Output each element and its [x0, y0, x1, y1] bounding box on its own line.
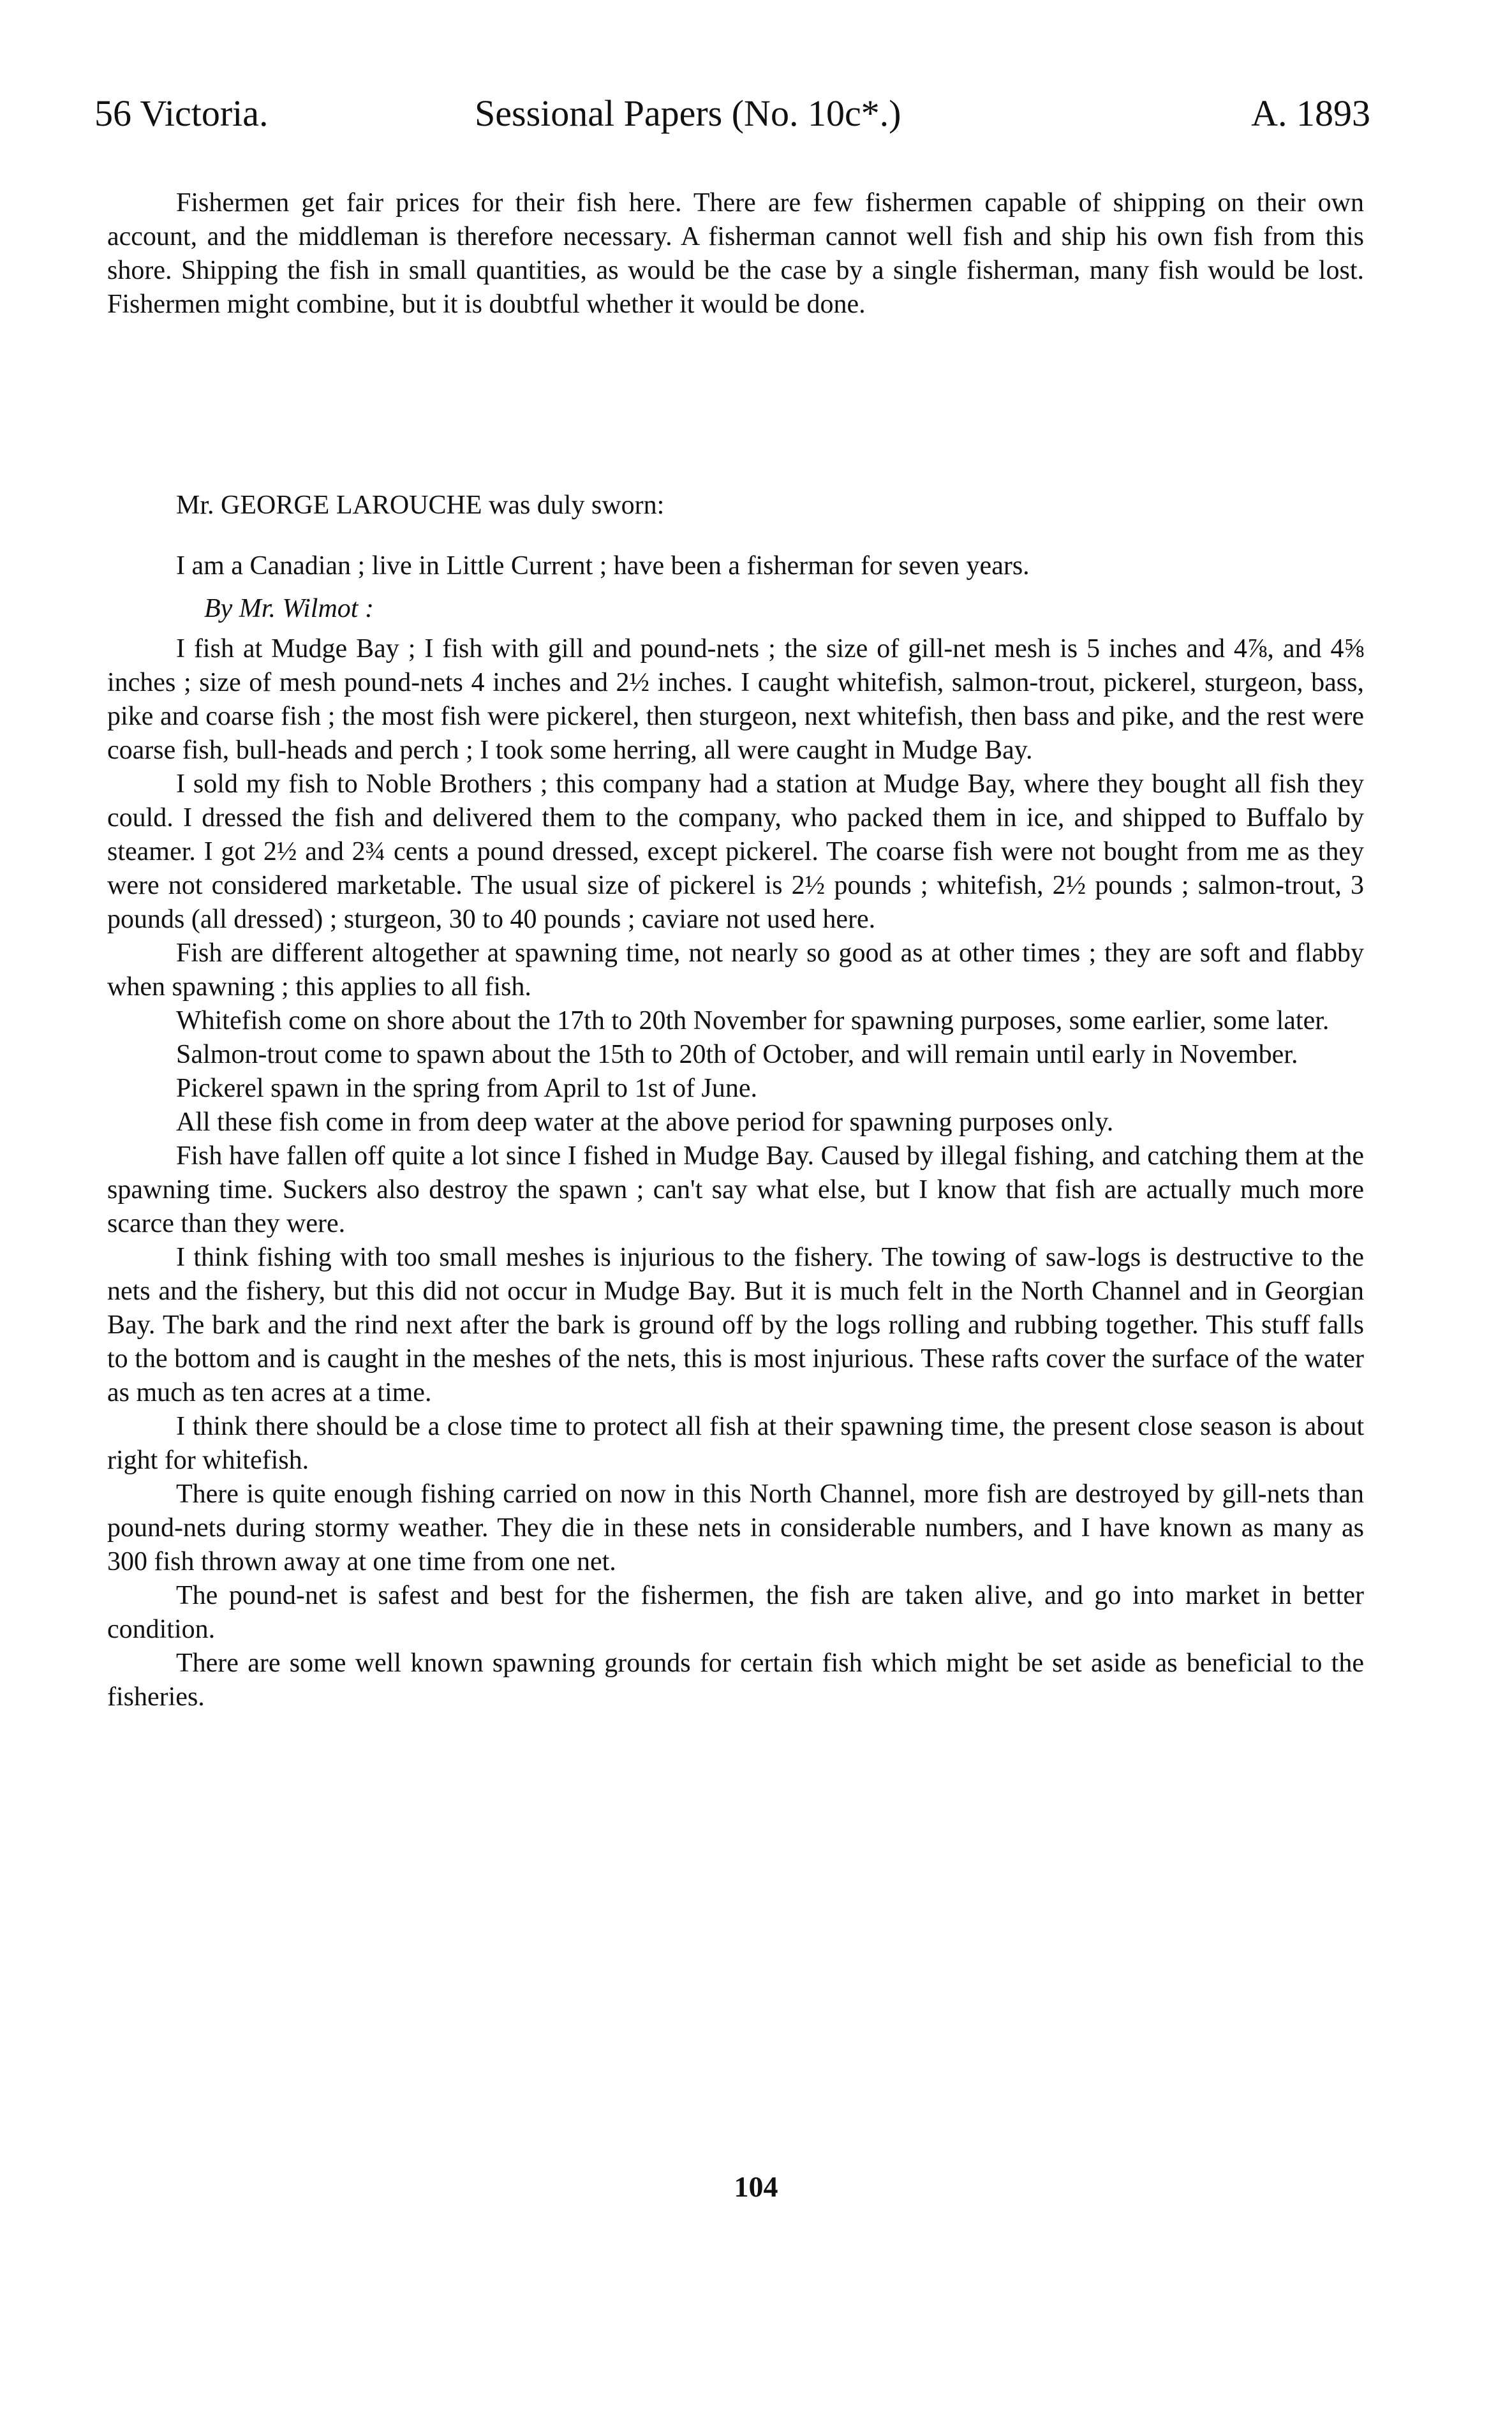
testimony-paragraph: I fish at Mudge Bay ; I fish with gill and pound-nets ; the size of gill-net mesh is 5 inches and 4⅞, and 4⅝ inches ; size of mesh pound-nets 4 inches and 2½ inches. I caught whitefish, salmon-trout, pickerel, sturgeon, bass, pike and coarse fish ; the most fish were pickerel, then sturgeon, next whitefish, then bass and pike, and the rest were coarse fish, bull-heads and perch ; I took some herring, all were caught in Mudge Bay.: [107, 634, 1364, 765]
page-number: 104: [734, 2170, 778, 2203]
testimony-paragraph: Fish have fallen off quite a lot since I fished in Mudge Bay. Caused by illegal fishing, and catching them at the spawning time. Suckers also destroy the spawn ; can't say what else, but I know that fish are actually much more scarce than they were.: [107, 1141, 1364, 1238]
examiner-line: By Mr. Wilmot :: [204, 594, 374, 623]
header-sessional-papers: Sessional Papers (No. 10c*.): [475, 93, 901, 134]
testimony-paragraph: The pound-net is safest and best for the fishermen, the fish are taken alive, and go into market in better condition.: [107, 1581, 1364, 1644]
witness-statement: I am a Canadian ; live in Little Current ; have been a fisherman for seven years.: [176, 551, 1030, 581]
testimony-paragraph: I think there should be a close time to protect all fish at their spawning time, the present close season is about right for whitefish.: [107, 1412, 1364, 1475]
testimony-paragraph: Fish are different altogether at spawning time, not nearly so good as at other times ; they are soft and flabby when spawning ; this applies to all fish.: [107, 938, 1364, 1002]
testimony-paragraph: There is quite enough fishing carried on now in this North Channel, more fish are destroyed by gill-nets than pound-nets during stormy weather. They die in these nets in considerable numbers, and I have known as many as 300 fish thrown away at one time from one net.: [107, 1479, 1364, 1576]
testimony-paragraph: Whitefish come on shore about the 17th to 20th November for spawning purposes, some earlier, some later.: [176, 1006, 1330, 1035]
header-session: 56 Victoria.: [94, 93, 269, 134]
testimony-paragraph: I think fishing with too small meshes is injurious to the fishery. The towing of saw-logs is destructive to the nets and the fishery, but this did not occur in Mudge Bay. But it is much felt in the North Channel and in Georgian Bay. The bark and the rind next after the bark is ground off by the logs rolling and rubbing together. This stuff falls to the bottom and is caught in the meshes of the nets, this is most injurious. These rafts cover the surface of the water as much as ten acres at a time.: [107, 1243, 1364, 1407]
text-column: [107, 186, 1364, 1714]
testimony-paragraph: All these fish come in from deep water at the above period for spawning purposes only.: [176, 1108, 1114, 1137]
testimony-paragraph: Salmon-trout come to spawn about the 15th to 20th of October, and will remain until early in November.: [176, 1040, 1298, 1069]
witness-sworn-line: Mr. GEORGE LAROUCHE was duly sworn:: [176, 491, 665, 520]
header-year: A. 1893: [1251, 93, 1370, 134]
testimony-paragraph: There are some well known spawning grounds for certain fish which might be set aside as beneficial to the fisheries.: [107, 1649, 1364, 1712]
testimony-body: [107, 632, 1364, 1714]
running-header: [94, 88, 1370, 139]
opening-section: [107, 186, 1364, 322]
opening-paragraph: Fishermen get fair prices for their fish here. There are few fishermen capable of shipping on their own account, and the middleman is therefore necessary. A fisherman cannot well fish and ship his own fish from this shore. Shipping the fish in small quantities, as would be the case by a single fisherman, many fish would be lost. Fishermen might combine, but it is doubtful whether it would be done.: [107, 188, 1364, 319]
testimony-paragraph: I sold my fish to Noble Brothers ; this company had a station at Mudge Bay, where they bought all fish they could. I dressed the fish and delivered them to the company, who packed them in ice, and shipped to Buffalo by steamer. I got 2½ and 2¾ cents a pound dressed, except pickerel. The coarse fish were not bought from me as they were not considered marketable. The usual size of pickerel is 2½ pounds ; whitefish, 2½ pounds ; salmon-trout, 3 pounds (all dressed) ; sturgeon, 30 to 40 pounds ; caviare not used here.: [107, 769, 1364, 934]
testimony-paragraph: Pickerel spawn in the spring from April to 1st of June.: [176, 1074, 758, 1103]
